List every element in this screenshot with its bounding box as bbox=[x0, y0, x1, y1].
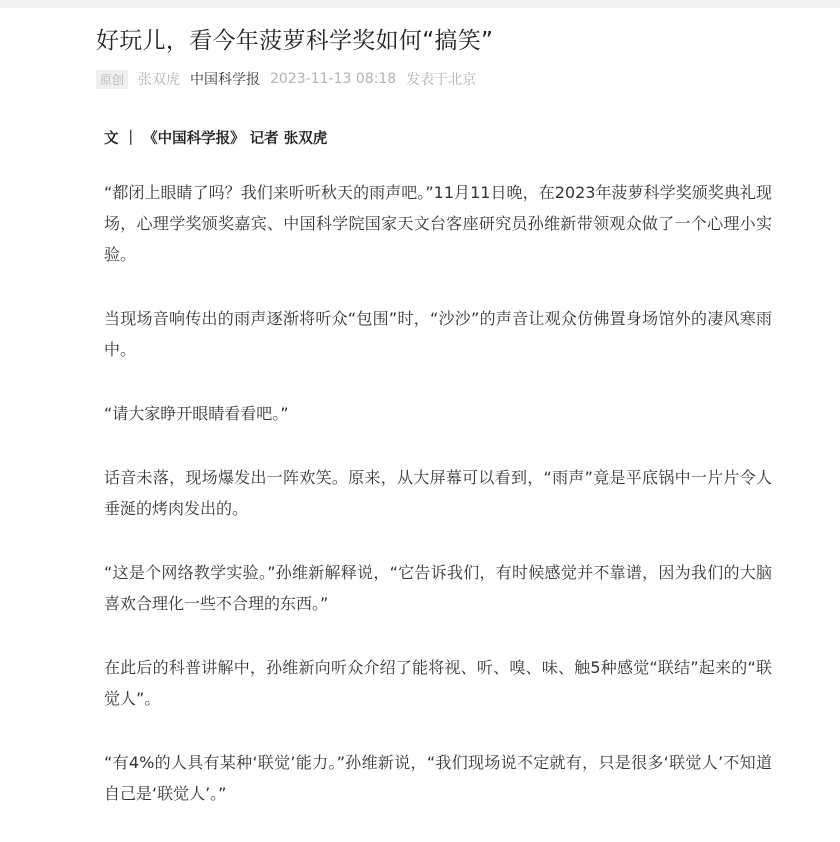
author-link[interactable]: 张双虎 bbox=[138, 72, 181, 88]
publish-datetime: 2023-11-13 08:18 bbox=[270, 71, 397, 87]
top-bar bbox=[0, 0, 840, 8]
article-body bbox=[96, 177, 772, 809]
paragraph: “都闭上眼睛了吗？我们来听听秋天的雨声吧。”11月11日晚，在2023年菠萝科学奖颁奖典礼现场，心理学奖颁奖嘉宾、中国科学院国家天文台客座研究员孙维新带领观众做了一个心理小实验。 bbox=[104, 183, 772, 264]
publish-location: 发表于北京 bbox=[406, 72, 477, 88]
paragraph: 当现场音响传出的雨声逐渐将听众“包围”时，“沙沙”的声音让观众仿佛置身场馆外的凄风寒雨中。 bbox=[104, 309, 772, 359]
paragraph: 话音未落，现场爆发出一阵欢笑。原来，从大屏幕可以看到，“雨声”竟是平底锅中一片片令人垂涎的烤肉发出的。 bbox=[104, 468, 772, 518]
paragraph: “请大家睁开眼睛看看吧。” bbox=[104, 404, 289, 423]
article-title: 好玩儿，看今年菠萝科学奖如何“搞笑” bbox=[96, 28, 494, 54]
paragraph: “这是个网络教学实验。”孙维新解释说，“它告诉我们，有时候感觉并不靠谱，因为我们的大脑喜欢合理化一些不合理的东西。” bbox=[104, 563, 772, 613]
byline: 文 ｜ 《中国科学报》 记者 张双虎 bbox=[104, 131, 328, 147]
article bbox=[96, 24, 772, 842]
paragraph: “有4%的人具有某种‘联觉’能力。”孙维新说，“我们现场说不定就有，只是很多‘联觉人’不知道自己是‘联觉人’。” bbox=[104, 753, 772, 803]
article-meta bbox=[96, 68, 772, 90]
source-account-link[interactable]: 中国科学报 bbox=[190, 72, 261, 88]
original-badge: 原创 bbox=[96, 70, 128, 89]
paragraph: 在此后的科普讲解中，孙维新向听众介绍了能将视、听、嗅、味、触5种感觉“联结”起来的“联觉人”。 bbox=[104, 658, 772, 708]
